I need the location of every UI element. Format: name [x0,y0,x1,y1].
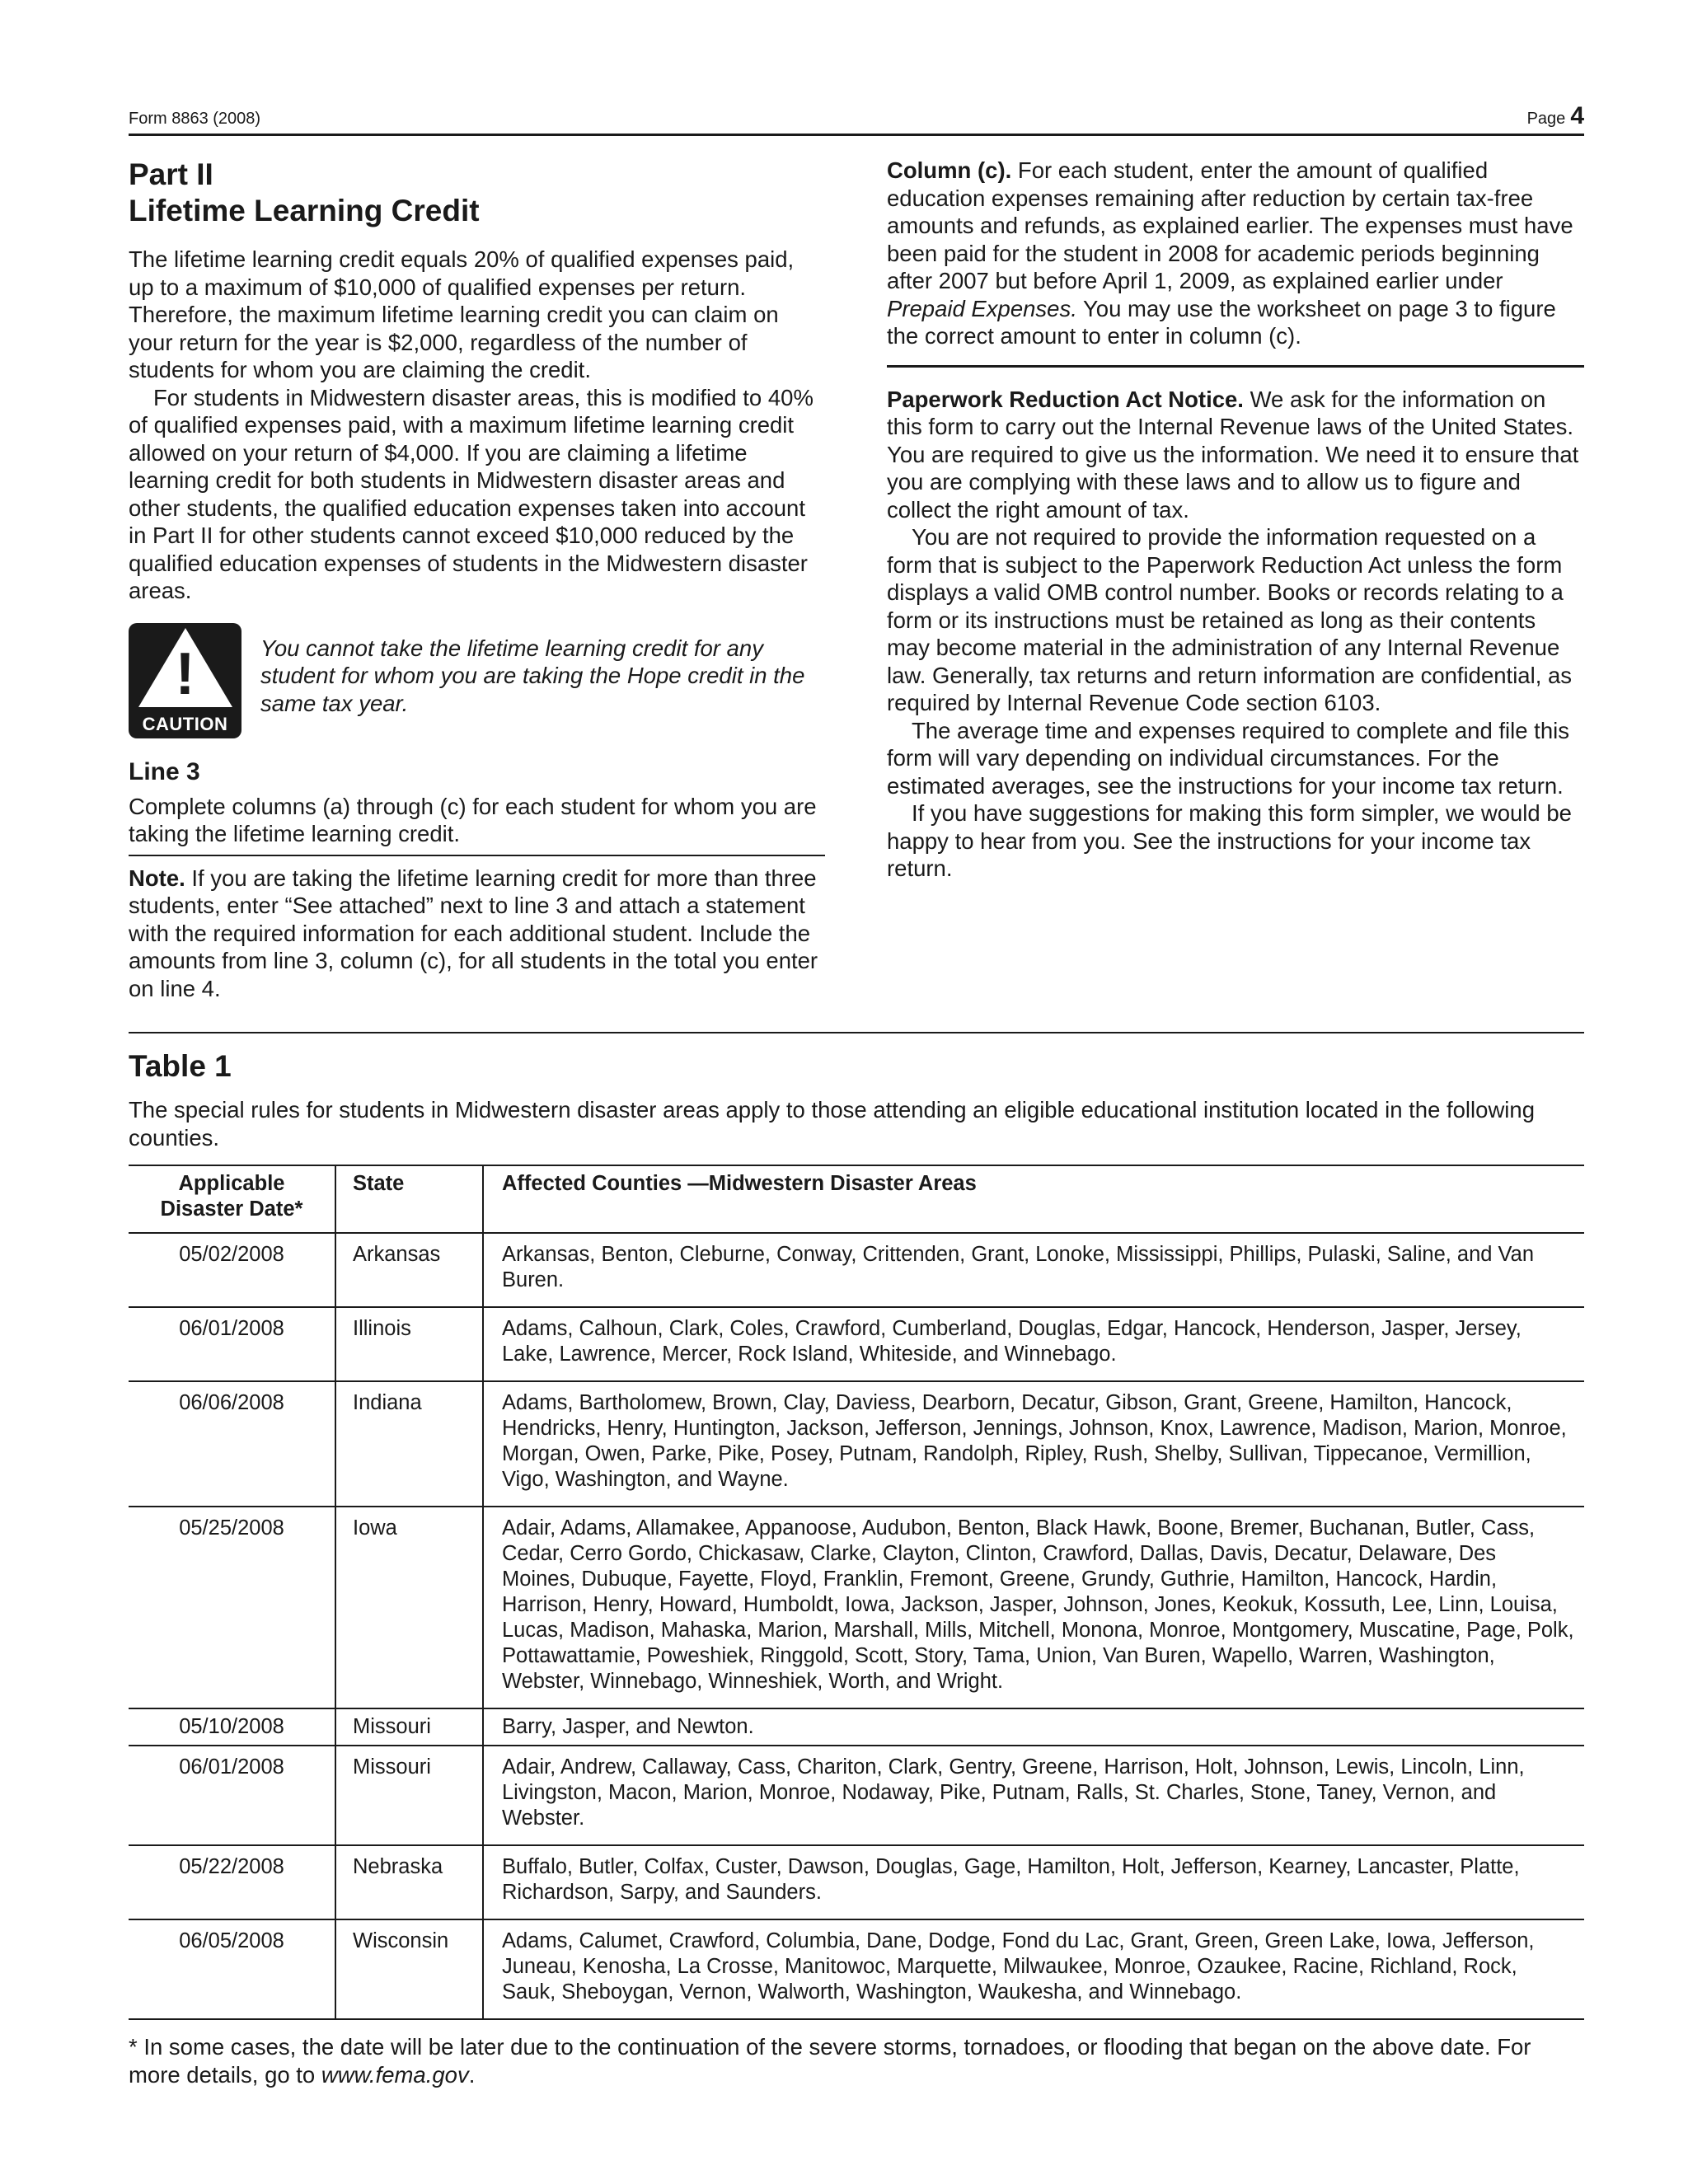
column-c-text-1: For each student, enter the amount of qualified education expenses remaining after reduction by certain tax-free amounts and refunds, as explained earlier. The expenses must have been paid for the student in 2008 for academic periods beginning after 2007 but before April 1, 2009, as explained earlier under [887,157,1573,293]
table-row [129,1919,1584,2019]
form-page [129,0,1584,2184]
affected-counties: Adams, Calumet, Crawford, Columbia, Dane, Dodge, Fond du Lac, Grant, Green, Green Lake, Iowa, Jefferson, Juneau, Kenosha, La Crosse, Manitowoc, Marquette, Milwaukee, Monroe, Ozaukee, Racine, Richland, Rock, Sauk, Sheboygan, Vernon, Walworth, Washington, Waukesha, and Winnebago. [483,1919,1584,2019]
part-title: Lifetime Learning Credit [129,194,480,227]
state: Iowa [335,1507,483,1708]
table-row [129,1307,1584,1381]
disaster-date: 05/10/2008 [129,1708,335,1746]
affected-counties: Adams, Bartholomew, Brown, Clay, Daviess, Dearborn, Decatur, Gibson, Grant, Greene, Hamilton, Hancock, Hendricks, Henry, Huntington, Jackson, Jefferson, Jennings, Johnson, Knox, Lawrence, Madison, Marion, Monroe, Morgan, Owen, Parke, Pike, Posey, Putnam, Randolph, Ripley, Rush, Shelby, Sullivan, Tippecanoe, Vermillion, Vigo, Washington, and Wayne. [483,1381,1584,1507]
affected-counties: Buffalo, Butler, Colfax, Custer, Dawson, Douglas, Gage, Hamilton, Holt, Jefferson, Kearney, Lancaster, Platte, Richardson, Sarpy, and Saunders. [483,1845,1584,1919]
affected-counties: Adair, Adams, Allamakee, Appanoose, Audubon, Benton, Black Hawk, Boone, Bremer, Buchanan, Butler, Cass, Cedar, Cerro Gordo, Chickasaw, Clarke, Clayton, Clinton, Crawford, Dallas, Davis, Decatur, Delaware, Des Moines, Dubuque, Fayette, Floyd, Franklin, Fremont, Greene, Grundy, Guthrie, Hamilton, Hancock, Hardin, Harrison, Henry, Howard, Humboldt, Iowa, Jackson, Jasper, Johnson, Jones, Keokuk, Kossuth, Lee, Linn, Louisa, Lucas, Madison, Mahaska, Marion, Marshall, Mills, Mitchell, Monona, Monroe, Montgomery, Muscatine, Page, Polk, Pottawattamie, Poweshiek, Ringgold, Scott, Story, Tama, Union, Van Buren, Wapello, Warren, Washington, Webster, Winnebago, Winneshiek, Worth, and Wright. [483,1507,1584,1708]
table-row [129,1746,1584,1845]
fema-link[interactable]: www.fema.gov [321,2061,469,2088]
paperwork-text: We ask for the information on this form to carry out the Internal Revenue laws of the United States. You are required to give us the information. We need it to ensure that you are complying with these laws and to allow us to figure and collect the right amount of tax. [887,386,1579,523]
caution-icon: ! CAUTION [129,623,241,738]
page-header [129,102,1584,136]
disaster-date: 06/05/2008 [129,1919,335,2019]
disaster-date: 05/22/2008 [129,1845,335,1919]
state: Arkansas [335,1233,483,1307]
disaster-date: 06/01/2008 [129,1307,335,1381]
disaster-date: 05/25/2008 [129,1507,335,1708]
disaster-date: 06/01/2008 [129,1746,335,1845]
caution-text: You cannot take the lifetime learning credit for any student for whom you are taking the Hope credit in the same tax year. [260,635,805,716]
table-footnote [129,2033,1584,2088]
page-label: Page [1526,110,1566,128]
state: Wisconsin [335,1919,483,2019]
affected-counties: Adair, Andrew, Callaway, Cass, Chariton, Clark, Gentry, Greene, Harrison, Holt, Johnson, Lewis, Lincoln, Linn, Livingston, Macon, Marion, Monroe, Nodaway, Pike, Putnam, Ralls, St. Charles, Stone, Taney, Vernon, and Webster. [483,1746,1584,1845]
page-number: 4 [1570,102,1584,129]
divider [887,365,1584,368]
table-row [129,1381,1584,1507]
header-date: Applicable Disaster Date* [129,1165,335,1233]
column-c-text-2: You may use the worksheet on page 3 to figure the correct amount to enter in column (c). [887,295,1556,349]
note-label: Note. [129,865,185,891]
part-label: Part II [129,157,213,191]
line3-heading: Line 3 [129,757,200,785]
omb-paragraph: You are not required to provide the information requested on a form that is subject to the Paperwork Reduction Act unless the form displays a valid OMB control number. Books or records relating to a form or its instructions must be retained as long as their contents may become material in the administration of any Internal Revenue law. Generally, tax returns and return information are confidential, as required by Internal Revenue Code section 6103. [887,524,1573,715]
right-column [887,157,1584,883]
lifetime-credit-paragraph: The lifetime learning credit equals 20% of qualified expenses paid, up to a maximum of $10,000 of qualified expenses per return. Therefore, the maximum lifetime learning credit you can claim on your return for the year is $2,000, regardless of the number of students for whom you are claiming the credit. [129,246,795,382]
caution-label: CAUTION [142,713,228,734]
paperwork-label: Paperwork Reduction Act Notice. [887,386,1244,412]
header-state: State [335,1165,483,1233]
table-row [129,1708,1584,1746]
column-c-label: Column (c). [887,157,1012,183]
suggestions-paragraph: If you have suggestions for making this form simpler, we would be happy to hear from you. See the instructions for your income tax return. [887,800,1572,881]
table-intro: The special rules for students in Midwestern disaster areas apply to those attending an eligible educational institution located in the following counties. [129,1097,1536,1151]
line3-text: Complete columns (a) through (c) for each student for whom you are taking the lifetime learning credit. [129,793,817,846]
table-header-row [129,1165,1584,1233]
part-heading [129,157,825,229]
counties-table [129,1165,1584,2020]
affected-counties: Adams, Calhoun, Clark, Coles, Crawford, Cumberland, Douglas, Edgar, Hancock, Henderson, Jasper, Jersey, Lake, Lawrence, Mercer, Rock Island, Whiteside, and Winnebago. [483,1307,1584,1381]
state: Indiana [335,1381,483,1507]
disaster-date: 05/02/2008 [129,1233,335,1307]
prepaid-expenses-ref: Prepaid Expenses. [887,295,1077,321]
state: Nebraska [335,1845,483,1919]
table-row [129,1845,1584,1919]
note-text: If you are taking the lifetime learning credit for more than three students, enter “See attached” next to line 3 and attach a statement with the required information for each additional student. Include the amounts from line 3, column (c), for all students in the total you enter on line 4. [129,865,818,1001]
time-estimate-paragraph: The average time and expenses required to complete and file this form will vary depending on individual circumstances. For the estimated averages, see the instructions for your income tax return. [887,717,1569,799]
table-row [129,1507,1584,1708]
state: Missouri [335,1746,483,1845]
midwestern-paragraph: For students in Midwestern disaster areas, this is modified to 40% of qualified expenses paid, with a maximum lifetime learning credit allowed on your return of $4,000. If you are claiming a lifetime learning credit for both students in Midwestern disaster areas and other students, the qualified education expenses taken into account in Part II for other students cannot exceed $10,000 reduced by the qualified education expenses of students in the Midwestern disaster areas. [129,384,814,603]
footnote-text: * In some cases, the date will be later due to the continuation of the severe storms, tornadoes, or flooding that began on the above date. For more details, go to [129,2034,1531,2088]
form-id: Form 8863 (2008) [129,110,261,128]
column-c-paragraph [887,157,1584,350]
paperwork-paragraph [887,386,1584,524]
state: Missouri [335,1708,483,1746]
disaster-date: 06/06/2008 [129,1381,335,1507]
left-column [129,157,825,1002]
footnote-end: . [468,2061,476,2088]
caution-box [129,623,825,738]
note-paragraph [129,865,825,1003]
state: Illinois [335,1307,483,1381]
affected-counties: Arkansas, Benton, Cleburne, Conway, Crittenden, Grant, Lonoke, Mississippi, Phillips, Pulaski, Saline, and Van Buren. [483,1233,1584,1307]
table1-section [129,1032,1584,2088]
table-title: Table 1 [129,1049,232,1083]
affected-counties: Barry, Jasper, and Newton. [483,1708,1584,1746]
divider [129,855,825,856]
table-row [129,1233,1584,1307]
page-number-label [1527,102,1584,130]
header-areas: Affected Counties —Midwestern Disaster Areas [483,1165,1584,1233]
